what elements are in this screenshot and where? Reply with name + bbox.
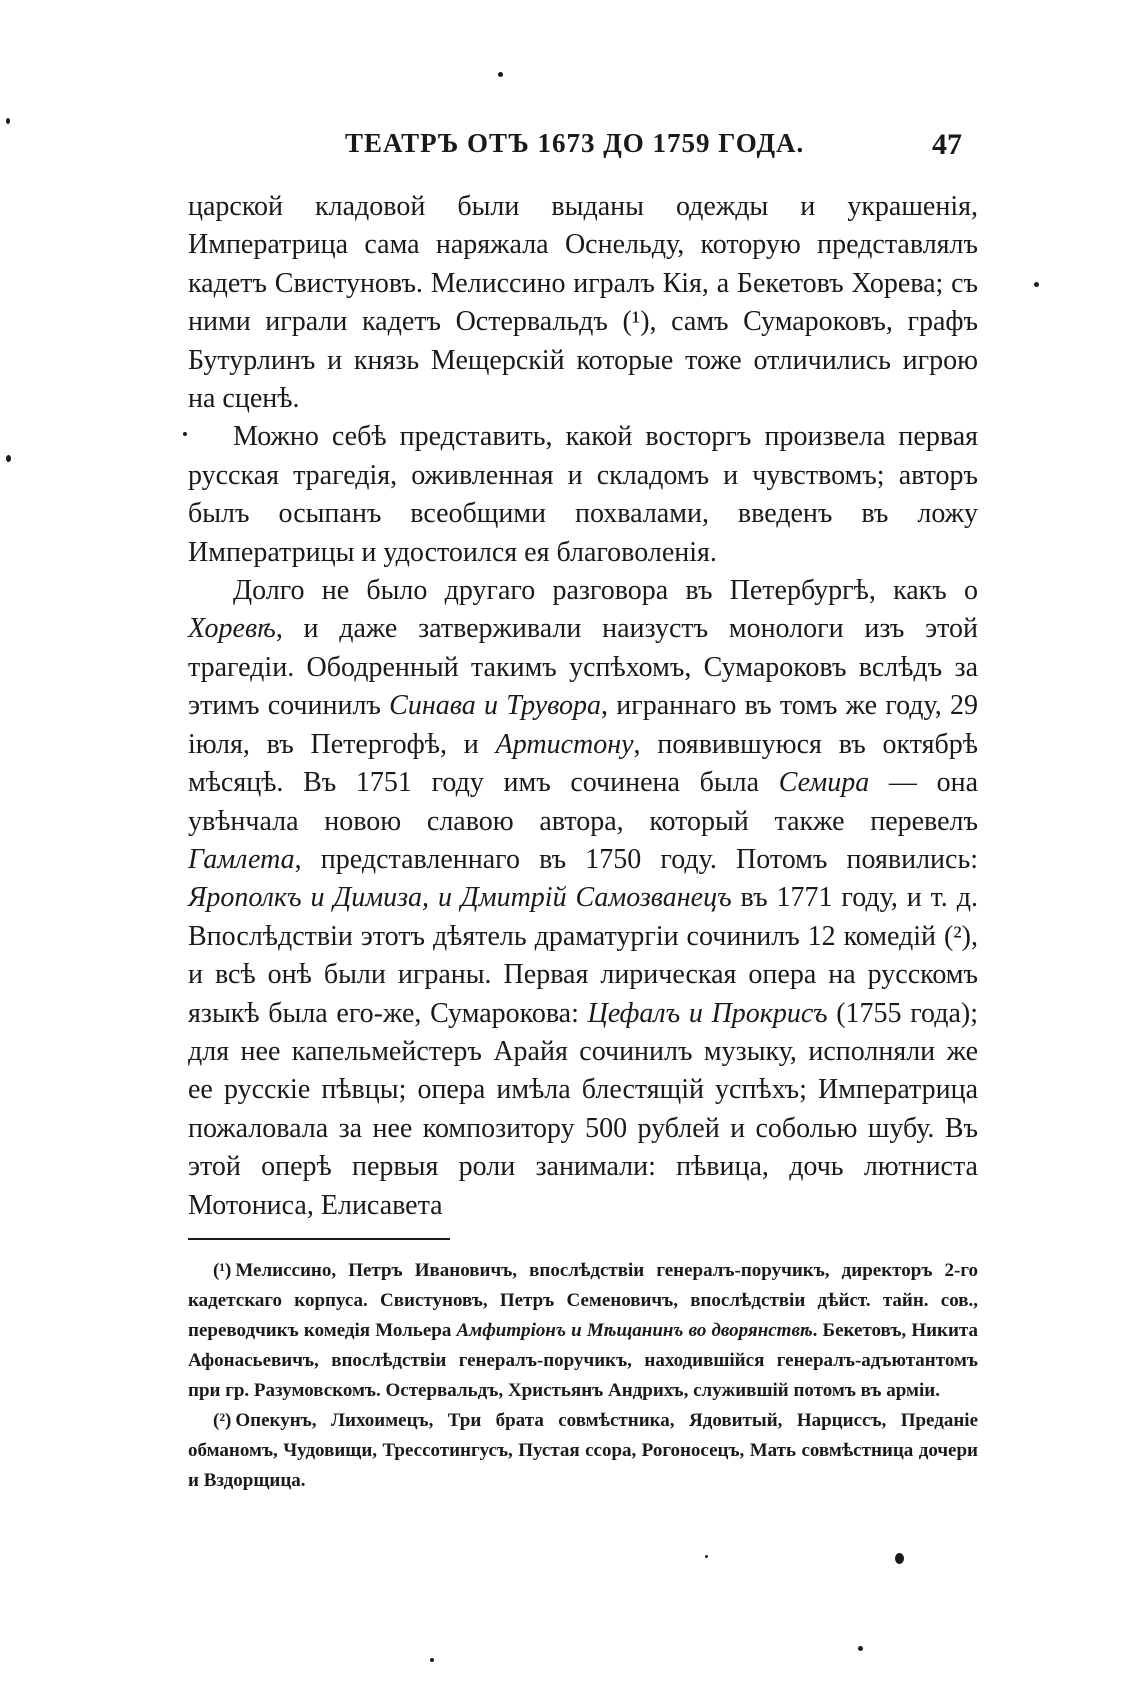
title-italic: Семира xyxy=(778,767,870,799)
body-text xyxy=(188,188,978,1225)
title-italic: Гамлета xyxy=(188,843,295,875)
title-italic: Артистону xyxy=(495,728,634,760)
footnote-divider xyxy=(188,1238,450,1240)
title-italic: Цефалъ и Прокрисъ xyxy=(587,997,828,1029)
paragraph xyxy=(188,572,978,1225)
footnote-mark: (²) xyxy=(213,1410,232,1431)
scan-speck xyxy=(6,455,11,462)
scan-speck xyxy=(6,118,10,124)
title-italic: Синава и Трувора xyxy=(389,690,601,722)
footnotes xyxy=(188,1256,978,1496)
page-number: 47 xyxy=(932,128,962,161)
text-run: царской кладовой были выданы одежды и украшенія, Императрица сама наряжала Оснельду, которую представлялъ кадетъ Свистуновъ. Мелиссино игралъ Кія, а Бекетовъ Хорева; съ ними играли кадетъ Остервальдъ (¹), самъ Сумароковъ, графъ Бутурлинъ и князь Мещерскій которые тоже отличились игрою на сценѣ. xyxy=(188,191,978,415)
text-run: — она увѣнчала новою славою автора, который также перевелъ xyxy=(188,767,978,837)
text-run: , представленнаго въ 1750 году. Потомъ появились: xyxy=(294,843,978,875)
text-run: Долго не было другаго разговора въ Петербургѣ, какъ о xyxy=(233,575,978,607)
footnote xyxy=(188,1256,978,1406)
scan-speck xyxy=(895,1553,904,1564)
text-run: въ 1771 году, и т. д. Впослѣдствіи этотъ дѣятель драматургіи сочинилъ 12 комедій (²), и всѣ онѣ были играны. Первая лирическая опера на русскомъ языкѣ была его-же, Сумарокова: xyxy=(188,882,978,1029)
title-italic: Ярополкъ и Димиза, и Дмитрій Самозванецъ xyxy=(188,882,732,914)
footnote-mark: (¹) xyxy=(213,1260,232,1281)
text-run: Опекунъ, Лихоимецъ, Три брата совмѣстника, Ядовитый, Нарциссъ, Преданіе обманомъ, Чудовищи, Трессотингусъ, Пустая ссора, Рогоносецъ, Мать совмѣстница дочери и Вздорщица. xyxy=(188,1410,978,1491)
text-run: Мелиссино, Петръ Ивановичъ, впослѣдствіи генералъ-поручикъ, директоръ 2-го кадетскаго корпуса. Свистуновъ, Петръ Семеновичъ, впослѣдствіи дѣйст. тайн. сов., переводчикъ комедія Мольера xyxy=(188,1260,978,1341)
scan-speck xyxy=(1034,282,1039,287)
text-run: , появившуюся въ октябрѣ мѣсяцѣ. Въ 1751 году имъ сочинена была xyxy=(188,728,978,799)
text-run: , играннаго въ томъ же году, 29 іюля, въ Петергофѣ, и xyxy=(188,690,979,760)
scan-speck xyxy=(858,1646,863,1651)
footnote xyxy=(188,1406,978,1496)
scan-speck xyxy=(498,72,503,77)
text-run: (1755 года); для нее капельмейстеръ Арайя сочинилъ музыку, исполняли же ее русскіе пѣвцы; опера имѣла блестящій успѣхъ; Императрица пожаловала за нее композитору 500 рублей и соболью шубу. Въ этой оперѣ первыя роли занимали: пѣвица, дочь лютниста Мотониса, Елисавета xyxy=(188,997,978,1221)
title-italic: Амфитріонъ и Мѣщанинъ во дворянствѣ xyxy=(456,1320,813,1341)
text-run: Можно себѣ представить, какой восторгъ произвела первая русская трагедія, оживленная и складомъ и чувствомъ; авторъ былъ осыпанъ всеобщими похвалами, введенъ въ ложу Императрицы и удостоился ея благоволенія. xyxy=(188,421,978,568)
text-run: . Бекетовъ, Никита Афонасьевичъ, впослѣдствіи генералъ-поручикъ, находившійся генералъ-адъютантомъ при гр. Разумовскомъ. Остервальдъ, Христьянъ Андрихъ, служившій потомъ въ арміи. xyxy=(188,1320,979,1401)
scan-speck xyxy=(430,1658,434,1662)
paragraph xyxy=(188,188,978,418)
paragraph xyxy=(188,418,978,572)
running-title: ТЕАТРЪ ОТЪ 1673 ДО 1759 ГОДА. xyxy=(345,128,805,158)
title-italic: Хоревѣ xyxy=(188,613,276,645)
scan-speck xyxy=(183,432,187,436)
text-run: , и даже затверживали наизустъ монологи изъ этой трагедіи. Ободренный такимъ успѣхомъ, Сумароковъ вслѣдъ за этимъ сочинилъ xyxy=(188,613,978,722)
scan-speck xyxy=(705,1555,708,1558)
page-header xyxy=(0,128,1140,168)
